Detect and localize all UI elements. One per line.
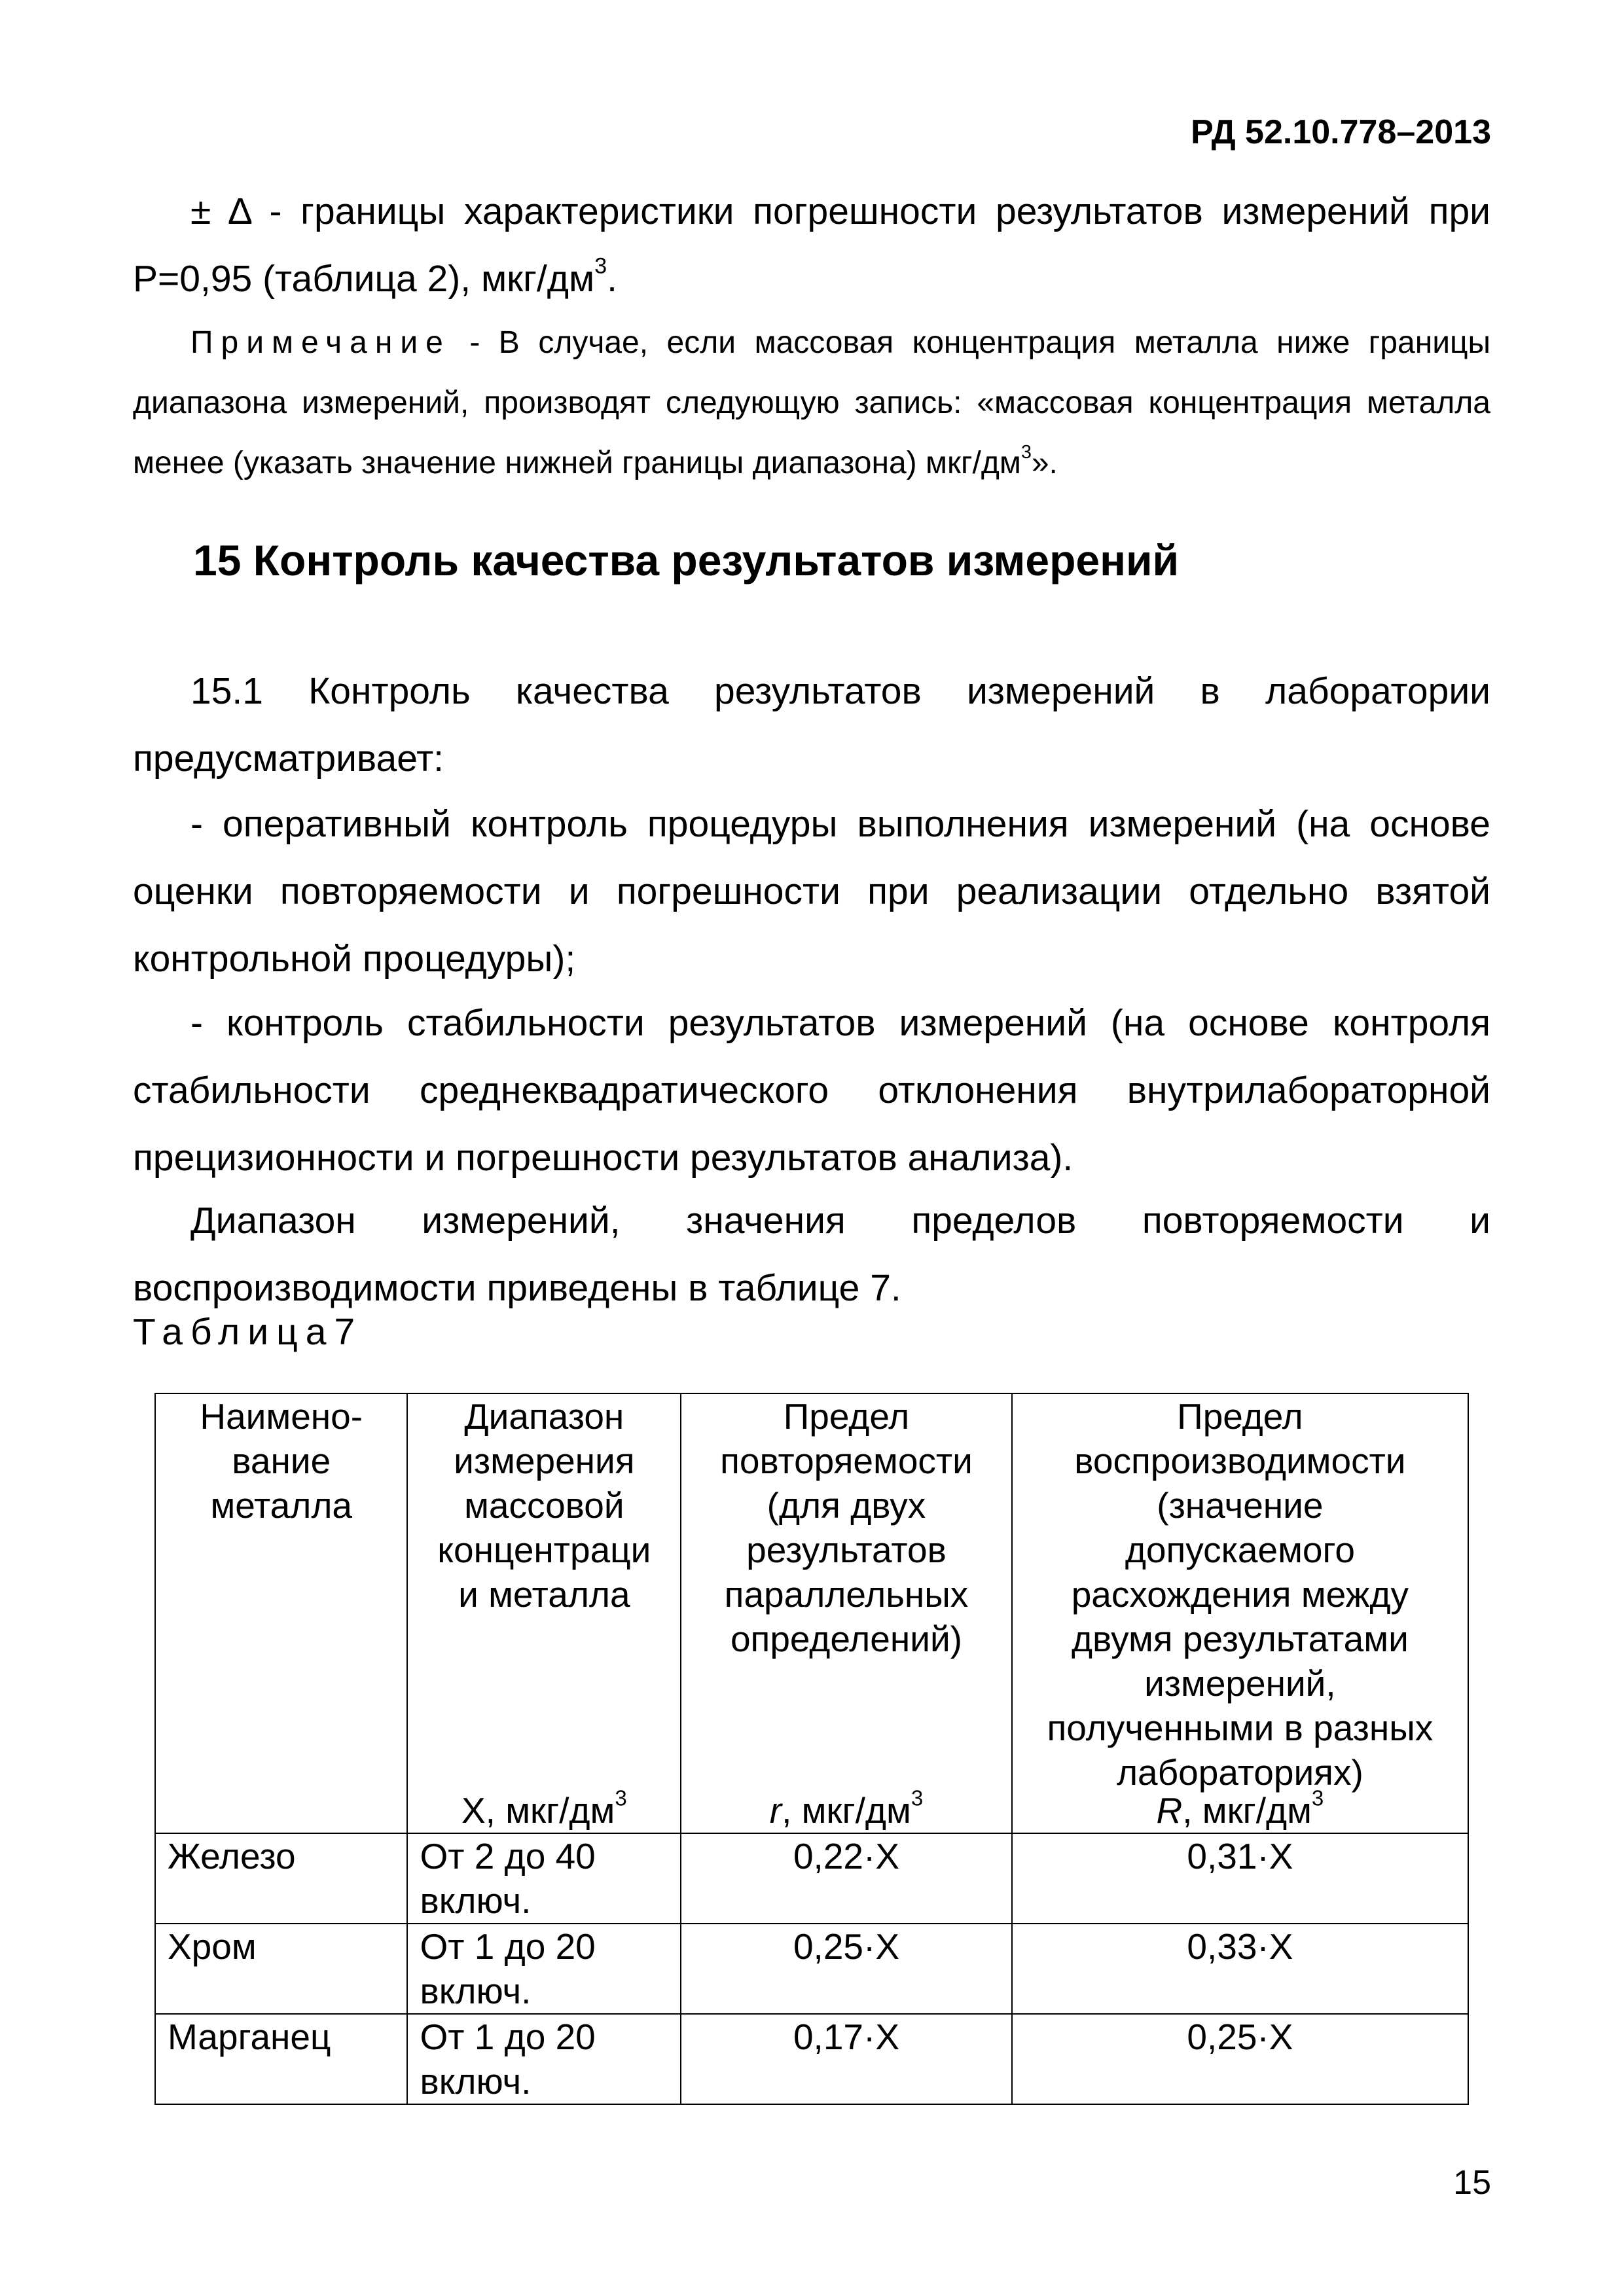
intro-text: ± Δ - границы характеристики погрешности результатов измерений при Р=0,95 (таблица 2), мкг/дм: [133, 190, 1490, 300]
page-number: 15: [1453, 2164, 1491, 2202]
cell-repeatability: 0,25·Х: [681, 1924, 1012, 2014]
cell-reproducibility: 0,31·Х: [1012, 1833, 1468, 1924]
table-row: [155, 1833, 1468, 1924]
cell-range: От 1 до 20 включ.: [407, 1924, 681, 2014]
header-range: [407, 1393, 681, 1833]
header-metal-name-text: Наимено- вание металла: [200, 1396, 363, 1526]
paragraph-15-1: 15.1 Контроль качества результатов измерений в лаборатории предусматривает:: [133, 670, 1490, 780]
limits-table: [154, 1393, 1469, 2105]
table-row: [155, 2014, 1468, 2104]
note-paragraph: [133, 313, 1490, 493]
cell-repeatability: 0,22·Х: [681, 1833, 1012, 1924]
table-header-row: [155, 1393, 1468, 1833]
header-range-text: Диапазон измерения массовой концентраци и металла: [437, 1396, 651, 1615]
note-label: Примечание: [190, 325, 451, 360]
header-reproducibility-text: Предел воспроизводимости (значение допускаемого расхождения между двумя результатами измерений, полученными в разных лабораториях): [1047, 1396, 1434, 1793]
header-repeatability-text: Предел повторяемости (для двух результатов параллельных определений): [720, 1396, 973, 1659]
cell-reproducibility: 0,25·Х: [1012, 2014, 1468, 2104]
table-caption: Таблица7: [133, 1311, 363, 1353]
paragraph-range-limits: Диапазон измерений, значения пределов повторяемости и воспроизводимости приведены в таблице 7.: [133, 1200, 1490, 1309]
note-superscript: 3: [1020, 441, 1032, 463]
header-reproducibility-unit: R, мкг/$дм^3$: [1156, 1785, 1324, 1831]
cell-metal: Хром: [155, 1924, 407, 2014]
cell-metal: Железо: [155, 1833, 407, 1924]
table-row: [155, 1924, 1468, 2014]
cell-range: От 1 до 20 включ.: [407, 2014, 681, 2104]
header-metal-name: [155, 1393, 407, 1833]
cell-repeatability: 0,17·Х: [681, 2014, 1012, 2104]
header-range-unit: Х, мкг/$дм^3$: [461, 1785, 627, 1831]
paragraph-operational-control: - оперативный контроль процедуры выполнения измерений (на основе оценки повторяемости и погрешности при реализации отдельно взятой контрольной процедуры);: [133, 803, 1490, 980]
cell-metal: Марганец: [155, 2014, 407, 2104]
note-text: - В случае, если массовая концентрация металла ниже границы диапазона измерений, производят следующую запись: «массовая концентрация металла менее (указать значение нижней границы диапазона) мкг/дм: [133, 325, 1490, 480]
note-end: ».: [1031, 446, 1058, 480]
paragraph-stability-control: - контроль стабильности результатов измерений (на основе контроля стабильности среднеквадратического отклонения внутрилабораторной прецизионности и погрешности результатов анализа).: [133, 1002, 1490, 1179]
header-repeatability: [681, 1393, 1012, 1833]
intro-paragraph: [133, 178, 1490, 313]
intro-end: .: [607, 258, 618, 300]
header-reproducibility: [1012, 1393, 1468, 1833]
cell-range: От 2 до 40 включ.: [407, 1833, 681, 1924]
cell-reproducibility: 0,33·Х: [1012, 1924, 1468, 2014]
intro-superscript: 3: [594, 253, 607, 279]
document-code: РД 52.10.778–2013: [1191, 113, 1491, 151]
header-repeatability-unit: r, мкг/$дм^3$: [769, 1785, 924, 1831]
section-title: 15 Контроль качества результатов измерений: [193, 536, 1180, 584]
